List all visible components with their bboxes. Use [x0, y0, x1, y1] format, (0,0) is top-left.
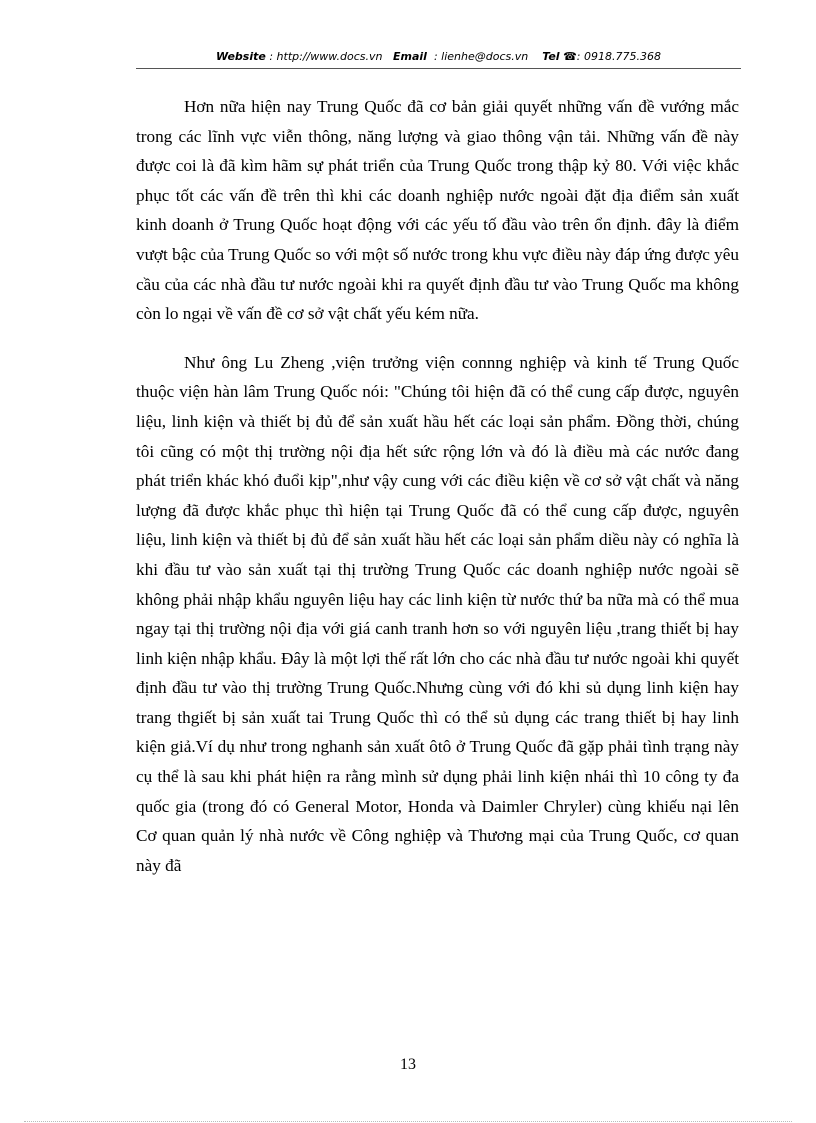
email-label: Email — [393, 50, 427, 63]
paragraph-1: Hơn nữa hiện nay Trung Quốc đã cơ bản giải quyết những vấn đề vướng mắc trong các lĩnh vực viễn thông, năng lượng và giao thông vận tải. Những vấn đề này được coi là đã kìm hãm sự phát triển của Trung Quốc trong thập kỷ 80. Với việc khắc phục tốt các vấn đề trên thì khi các doanh nghiệp nước ngoài đặt địa điểm sản xuất kinh doanh ở Trung Quốc hoạt động với các yếu tố đầu vào trên ổn định. đây là điểm vượt bậc của Trung Quốc so với một số nước trong khu vực điều này đáp ứng được yêu cầu của các nhà đầu tư nước ngoài khi ra quyết định đầu tư vào Trung Quốc ma không còn lo ngại về vấn đề cơ sở vật chất yếu kém nữa. — [136, 97, 739, 324]
document-body — [136, 92, 739, 880]
phone-icon: ☎ — [563, 50, 577, 63]
tel-label: Tel — [542, 50, 560, 63]
website-link[interactable]: : http://www.docs.vn — [269, 50, 383, 63]
page-header — [136, 48, 741, 69]
website-label: Website — [216, 50, 266, 63]
paragraph-2: Như ông Lu Zheng ,viện trưởng viện connng nghiệp và kinh tế Trung Quốc thuộc viện hàn lâm Trung Quốc nói: "Chúng tôi hiện đã có thể cung cấp được, nguyên liệu, linh kiện và thiết bị đủ để sản xuất hầu hết các loại sản phẩm. Đồng thời, chúng tôi cũng có một thị trường nội địa hết sức rộng lớn và đó là điều mà các nước đang phát triển khác khó đuổi kịp",như vậy cung với các điều kiện về cơ sở vật chất và năng lượng đã được khắc phục thì hiện tại Trung Quốc đã có thể cung cấp được, nguyên liệu, linh kiện và thiết bị đủ để sản xuất hầu hết các loại sản phẩm diều này có nghĩa là khi đầu tư vào sản xuất tại thị trường Trung Quốc các doanh nghiệp nước ngoài sẽ không phải nhập khẩu nguyên liệu hay các linh kiện từ nước thứ ba nữa mà có thể mua ngay tại thị trường nội địa với giá canh tranh hơn so với nguyên liệu ,trang thiết bị hay linh kiện nhập khẩu. Đây là một lợi thế rất lớn cho các nhà đầu tư nước ngoài khi quyết định đầu tư vào thị trường Trung Quốc.Nhưng cùng với đó khi sủ dụng linh kiện hay trang thgiết bị sản xuất tai Trung Quốc thì có thể sủ dụng các trang thiết bị hay linh kiện giả.Ví dụ như trong nghanh sản xuất ôtô ở Trung Quốc đã gặp phải tình trạng này cụ thể là sau khi phát hiện ra rằng mình sử dụng phải linh kiện nhái thì 10 công ty đa quốc gia (trong đó có General Motor, Honda và Daimler Chryler) cùng khiếu nại lên Cơ quan quản lý nhà nước về Công nghiệp và Thương mại của Trung Quốc, cơ quan này đã — [136, 352, 739, 875]
page-number: 13 — [400, 1056, 416, 1073]
email-link[interactable]: : lienhe@docs.vn — [433, 50, 529, 63]
tel-number: : 0918.775.368 — [576, 50, 661, 63]
page-bottom-divider — [24, 1121, 792, 1122]
